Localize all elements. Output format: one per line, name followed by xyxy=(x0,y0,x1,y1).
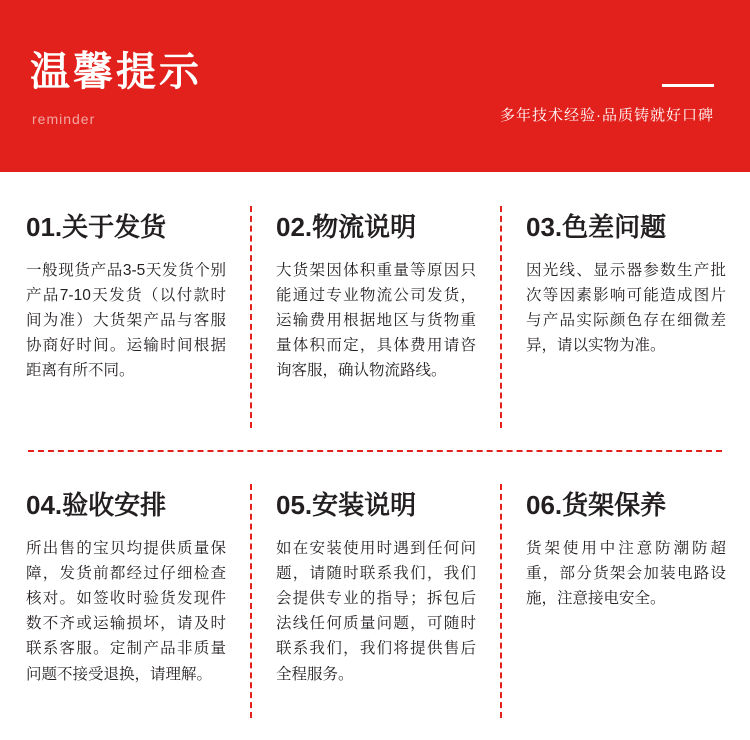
reminder-card-03-title xyxy=(526,214,726,240)
reminder-card-04-title xyxy=(26,492,226,518)
header-slogan: 多年技术经验·品质铸就好口碑 xyxy=(500,107,714,124)
page-subtitle: reminder xyxy=(32,111,96,127)
header-divider-dash xyxy=(662,84,714,87)
reminder-card-06-heading: 货架保养 xyxy=(562,490,667,520)
reminder-card-01-index: 01. xyxy=(26,212,63,242)
reminder-card-04-heading: 验收安排 xyxy=(62,490,167,520)
reminder-grid xyxy=(0,172,750,740)
reminder-card-02 xyxy=(250,172,500,450)
reminder-card-01 xyxy=(0,172,250,450)
reminder-row-bottom xyxy=(0,450,750,740)
reminder-card-05-text: 如在安装使用时遇到任何问题，请随时联系我们，我们会提供专业的指导；拆包后法线任何质量问题，可随时联系我们，我们将提供售后全程服务。 xyxy=(276,540,476,683)
reminder-card-04-text: 所出售的宝贝均提供质量保障，发货前都经过仔细检查核对。如签收时验货发现件数不齐或运输损坏，请及时联系客服。定制产品非质量问题不接受退换，请理解。 xyxy=(26,540,226,683)
reminder-card-01-heading: 关于发货 xyxy=(62,212,167,242)
reminder-card-02-text: 大货架因体积重量等原因只能通过专业物流公司发货，运输费用根据地区与货物重量体积而定，具体费用请咨询客服，确认物流路线。 xyxy=(276,262,476,380)
reminder-card-05-index: 05. xyxy=(276,490,313,520)
reminder-card-05 xyxy=(250,450,500,740)
page-header xyxy=(0,0,750,172)
reminder-card-02-heading: 物流说明 xyxy=(312,212,417,242)
reminder-card-04-index: 04. xyxy=(26,490,63,520)
reminder-card-02-index: 02. xyxy=(276,212,313,242)
reminder-card-02-title xyxy=(276,214,476,240)
reminder-card-05-heading: 安装说明 xyxy=(312,490,417,520)
reminder-card-03-text: 因光线、显示器参数生产批次等因素影响可能造成图片与产品实际颜色存在细微差异，请以实物为准。 xyxy=(526,262,726,355)
reminder-card-05-title xyxy=(276,492,476,518)
reminder-card-03-heading: 色差问题 xyxy=(562,212,667,242)
reminder-card-06 xyxy=(500,450,750,740)
reminder-card-01-text: 一般现货产品3-5天发货个别产品7-10天发货（以付款时间为准）大货架产品与客服协商好时间。运输时间根据距离有所不同。 xyxy=(26,262,226,380)
reminder-card-06-text: 货架使用中注意防潮防超重，部分货架会加装电路设施，注意接电安全。 xyxy=(526,540,726,608)
reminder-card-01-title xyxy=(26,214,226,240)
reminder-card-03-index: 03. xyxy=(526,212,563,242)
reminder-row-top xyxy=(0,172,750,450)
page-title: 温馨提示 xyxy=(30,50,202,94)
reminder-card-06-title xyxy=(526,492,726,518)
reminder-card-04 xyxy=(0,450,250,740)
reminder-card-03 xyxy=(500,172,750,450)
reminder-card-06-index: 06. xyxy=(526,490,563,520)
